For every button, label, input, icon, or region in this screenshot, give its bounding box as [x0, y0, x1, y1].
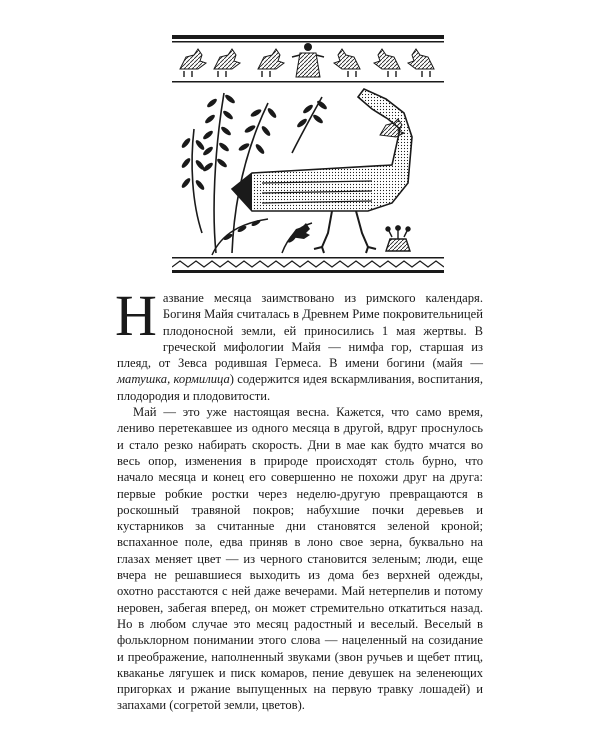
paragraph-1-end: ) содержится идея вскармливания, воспитания, плодородия и плодовитости.	[117, 372, 483, 403]
drop-cap: Н	[115, 283, 157, 348]
embroidery-ornament-icon	[172, 33, 444, 275]
paragraph-2: Май — это уже настоящая весна. Кажется, что само время, лениво перетекавшее из одного месяца в другой, вдруг проснулось и стало резко набирать скорость. Дни в мае как будто мчатся во весь опор, изменения в природе происходят столь бурно, что начало месяца и конец его совершенно не похожи друг на друга: первые робкие ростки через неделю-другую превращаются в роскошный травяной покров; набухшие почки деревьев и кустарников за считанные дни становятся зеленой кроной; вспаханное поле, едва приняв в лоно свое зерна, буквально на глазах меняет цвет — из черного становится зеленым; люди, еще вчера не решавшиеся выходить из дома без верхней одежды, охотно расстаются с ней даже вечерами. Май нетерпелив и потому неровен, забегая вперед, он может стремительно откатиться назад. Но в любом случае это месяц радостный и веселый. Веселый в фольклорном понимании этого слова — нацеленный на созидание и преображение, наполненный звуками (звон ручьев и щебет птиц, кваканье лягушек и писк комаров, пение девушек на зеленеющих пригорках и ржание выпущенных на первую травку лошадей) и запахами (согретой земли, цветов).	[117, 405, 483, 713]
paragraph-1-italic: матушка, кормилица	[117, 372, 230, 387]
paragraph-1-text: азвание месяца заимствовано из римского календаря. Богиня Майя считалась в Древнем Риме покровительницей плодоносной земли, ей приносились 1 мая жертвы. В греческой мифологии Майя — нимфа гор, старшая из плеяд, от Зевса родившая Гермеса. В имени богини (майя —	[117, 291, 483, 371]
article-text	[115, 283, 483, 714]
embroidery-illustration	[172, 33, 444, 275]
paragraph-1	[115, 283, 483, 404]
